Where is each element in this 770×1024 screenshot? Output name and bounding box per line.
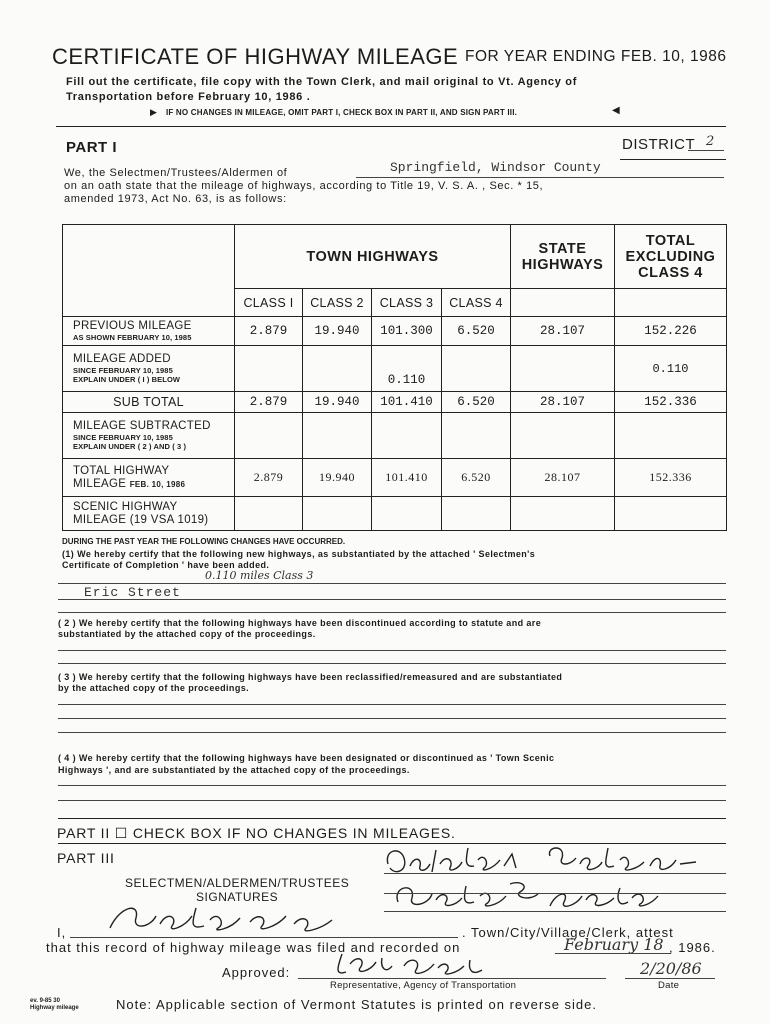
item-1-line-a <box>58 583 726 584</box>
scenic-class-2 <box>303 497 372 531</box>
subtracted-class-3 <box>372 413 442 459</box>
district-line <box>688 150 724 151</box>
clerk-signature <box>100 898 390 938</box>
scenic-class-4 <box>442 497 511 531</box>
total-class-4: 6.520 <box>442 459 511 497</box>
subtracted-total <box>615 413 727 459</box>
item-1-line-1: (1) We hereby certify that the following new highways, as substantiated by the attached ' Selectmen's <box>62 549 536 559</box>
item-1-line-b <box>58 599 726 600</box>
added-class-2 <box>303 346 372 392</box>
subtracted-class-2 <box>303 413 372 459</box>
subtracted-label-text: MILEAGE SUBTRACTED <box>73 420 211 432</box>
form-code <box>30 998 79 1012</box>
empty-header-cell <box>63 225 235 317</box>
town-name: Springfield, Windsor County <box>390 160 601 175</box>
town-highways-header: TOWN HIGHWAYS <box>235 225 511 289</box>
item-1-line-2: Certificate of Completion ' have been added. <box>62 560 270 570</box>
total-state: 28.107 <box>511 459 615 497</box>
added-total: 0.110 <box>615 346 727 392</box>
part-2-text: CHECK BOX IF NO CHANGES IN MILEAGES. <box>132 825 456 841</box>
table-row <box>63 392 727 413</box>
approver-signature <box>330 946 510 980</box>
subtotal-class-1: 2.879 <box>235 392 303 413</box>
no-change-note: IF NO CHANGES IN MILEAGE, OMIT PART I, CHECK BOX IN PART II, AND SIGN PART III. <box>166 108 518 117</box>
previous-state: 28.107 <box>511 317 615 346</box>
item-4-line-b <box>58 800 726 801</box>
no-change-checkbox[interactable]: ☐ <box>114 825 129 841</box>
total-label-text: TOTAL HIGHWAY <box>73 464 170 477</box>
previous-label-text: PREVIOUS MILEAGE <box>73 320 192 332</box>
district-number: 2 <box>706 134 715 149</box>
part-1-label: PART I <box>66 139 118 156</box>
changes-divider <box>58 818 726 819</box>
total-header-1: TOTAL <box>645 232 696 249</box>
instruction-line-2: Transportation before February 10, 1986 . <box>66 91 311 103</box>
item-4-line-a <box>58 785 726 786</box>
state-blank-cell <box>511 289 615 317</box>
oath-prefix: We, the Selectmen/Trustees/Aldermen of <box>64 167 288 179</box>
clerk-line <box>70 937 458 938</box>
date-label: Date <box>658 980 680 991</box>
form-code-1: ev. 9-85 30 <box>30 998 60 1004</box>
class-1-header: CLASS I <box>235 289 303 317</box>
added-class-4 <box>442 346 511 392</box>
subtracted-state <box>511 413 615 459</box>
state-highways-header <box>511 225 615 289</box>
footer-note: Note: Applicable section of Vermont Statutes is printed on reverse side. <box>116 997 598 1012</box>
previous-class-4: 6.520 <box>442 317 511 346</box>
signature-line-3 <box>384 911 726 912</box>
scenic-class-3 <box>372 497 442 531</box>
table-row <box>63 413 727 459</box>
filed-text: that this record of highway mileage was filed and recorded on <box>46 940 461 955</box>
scenic-highway-label <box>63 497 235 531</box>
recorded-date: February 18 <box>564 935 664 954</box>
added-class-3: 0.110 <box>372 346 442 392</box>
item-2-line-2: substantiated by the attached copy of the proceedings. <box>58 629 316 639</box>
previous-class-1: 2.879 <box>235 317 303 346</box>
total-class-3: 101.410 <box>372 459 442 497</box>
approved-date: 2/20/86 <box>640 959 702 978</box>
district-divider <box>620 159 726 160</box>
previous-total: 152.226 <box>615 317 727 346</box>
state-highways-header-1: STATE <box>538 240 587 257</box>
total-class-2: 19.940 <box>303 459 372 497</box>
class-2-header: CLASS 2 <box>303 289 372 317</box>
rep-label: Representative, Agency of Transportation <box>330 980 517 991</box>
item-1-line-c <box>58 612 726 613</box>
item-2-line-a <box>58 650 726 651</box>
instruction-line-1: Fill out the certificate, file copy with the Town Clerk, and mail original to Vt. Agency of <box>66 76 578 88</box>
subtracted-label-sub-1: SINCE FEBRUARY 10, 1985 <box>73 433 173 442</box>
subtracted-class-4 <box>442 413 511 459</box>
previous-mileage-label <box>63 317 235 346</box>
table-row <box>63 317 727 346</box>
changes-heading: DURING THE PAST YEAR THE FOLLOWING CHANGES HAVE OCCURRED. <box>62 537 346 546</box>
scenic-label-text-2: MILEAGE (19 VSA 1019) <box>73 513 209 526</box>
added-label-text: MILEAGE ADDED <box>73 353 171 365</box>
mileage-added-label <box>63 346 235 392</box>
scenic-class-1 <box>235 497 303 531</box>
total-label-text-2: MILEAGE <box>73 477 127 490</box>
item-2-line-b <box>58 663 726 664</box>
state-highways-header-2: HIGHWAYS <box>521 256 604 273</box>
item-2-line-1: ( 2 ) We hereby certify that the following highways have been discontinued according to statute and are <box>58 618 542 628</box>
previous-class-2: 19.940 <box>303 317 372 346</box>
item-3-line-b <box>58 718 726 719</box>
subtotal-label: SUB TOTAL <box>63 392 235 413</box>
item-3-line-1: ( 3 ) We hereby certify that the following highways have been reclassified/remeasured and are substantiated <box>58 672 563 682</box>
added-state <box>511 346 615 392</box>
approved-label: Approved: <box>222 965 291 980</box>
subtotal-state: 28.107 <box>511 392 615 413</box>
subtotal-class-3: 101.410 <box>372 392 442 413</box>
item-3-line-2: by the attached copy of the proceedings. <box>58 683 250 693</box>
item-4-line-1: ( 4 ) We hereby certify that the following highways have been designated or discontinued as ' Town Scenic <box>58 753 555 763</box>
table-row <box>63 346 727 392</box>
added-label-sub-1: SINCE FEBRUARY 10, 1985 <box>73 366 173 375</box>
subtracted-class-1 <box>235 413 303 459</box>
table-row <box>63 497 727 531</box>
header-divider <box>56 126 726 127</box>
item-1-entry: Eric Street <box>84 585 181 600</box>
added-label-sub-2: EXPLAIN UNDER ( I ) BELOW <box>73 375 181 384</box>
selectmen-label-1: SELECTMEN/ALDERMEN/TRUSTEES <box>125 876 350 890</box>
total-highway-label <box>63 459 235 497</box>
clerk-attest-text: . Town/City/Village/Clerk, attest <box>462 925 674 940</box>
class-4-header: CLASS 4 <box>442 289 511 317</box>
arrow-right-icon: ▶ <box>150 107 157 117</box>
oath-line-2: on an oath state that the mileage of highways, according to Title 19, V. S. A. , Sec. * 15, <box>64 180 544 192</box>
total-header <box>615 225 727 289</box>
mileage-subtracted-label <box>63 413 235 459</box>
total-label-date: FEB. 10, 1986 <box>129 479 186 489</box>
year-ending: FOR YEAR ENDING FEB. 10, 1986 <box>465 48 727 65</box>
approved-line <box>298 978 606 979</box>
form-code-2: Highway mileage <box>30 1005 79 1011</box>
item-3-line-a <box>58 704 726 705</box>
district-label: DISTRICT <box>622 136 696 153</box>
class-3-header: CLASS 3 <box>372 289 442 317</box>
subtotal-class-4: 6.520 <box>442 392 511 413</box>
subtotal-total: 152.336 <box>615 392 727 413</box>
scenic-state <box>511 497 615 531</box>
selectmen-label-2: SIGNATURES <box>196 890 279 904</box>
year-text: , 1986. <box>669 940 716 955</box>
total-header-2: EXCLUDING <box>625 248 716 265</box>
table-header-row <box>63 225 727 289</box>
part-2-label: PART II <box>57 825 111 841</box>
recorded-date-line <box>555 953 671 954</box>
signature-line-1 <box>384 873 726 874</box>
total-blank-cell <box>615 289 727 317</box>
selectmen-signatures <box>370 836 730 926</box>
date-line <box>625 978 715 979</box>
oath-line-3: amended 1973, Act No. 63, is as follows: <box>64 193 287 205</box>
item-4-line-2: Highways ', and are substantiated by the attached copy of the proceedings. <box>58 765 410 775</box>
total-total: 152.336 <box>615 459 727 497</box>
subtotal-class-2: 19.940 <box>303 392 372 413</box>
scenic-total <box>615 497 727 531</box>
mileage-table <box>62 224 727 531</box>
part-3-label: PART III <box>57 850 115 866</box>
item-1-handwritten: 0.110 miles Class 3 <box>205 569 314 582</box>
previous-label-sub: AS SHOWN FEBRUARY 10, 1985 <box>73 333 192 342</box>
table-row <box>63 459 727 497</box>
subtracted-label-sub-2: EXPLAIN UNDER ( 2 ) AND ( 3 ) <box>73 442 187 451</box>
signature-line-2 <box>384 893 726 894</box>
total-header-3: CLASS 4 <box>638 264 703 281</box>
arrow-left-icon: ◀ <box>612 105 620 116</box>
town-line <box>356 177 724 178</box>
scenic-label-text: SCENIC HIGHWAY <box>73 500 178 513</box>
certificate-title: CERTIFICATE OF HIGHWAY MILEAGE <box>52 44 459 69</box>
total-class-1: 2.879 <box>235 459 303 497</box>
previous-class-3: 101.300 <box>372 317 442 346</box>
added-class-1 <box>235 346 303 392</box>
clerk-i-label: I, <box>57 925 67 940</box>
item-3-line-c <box>58 732 726 733</box>
